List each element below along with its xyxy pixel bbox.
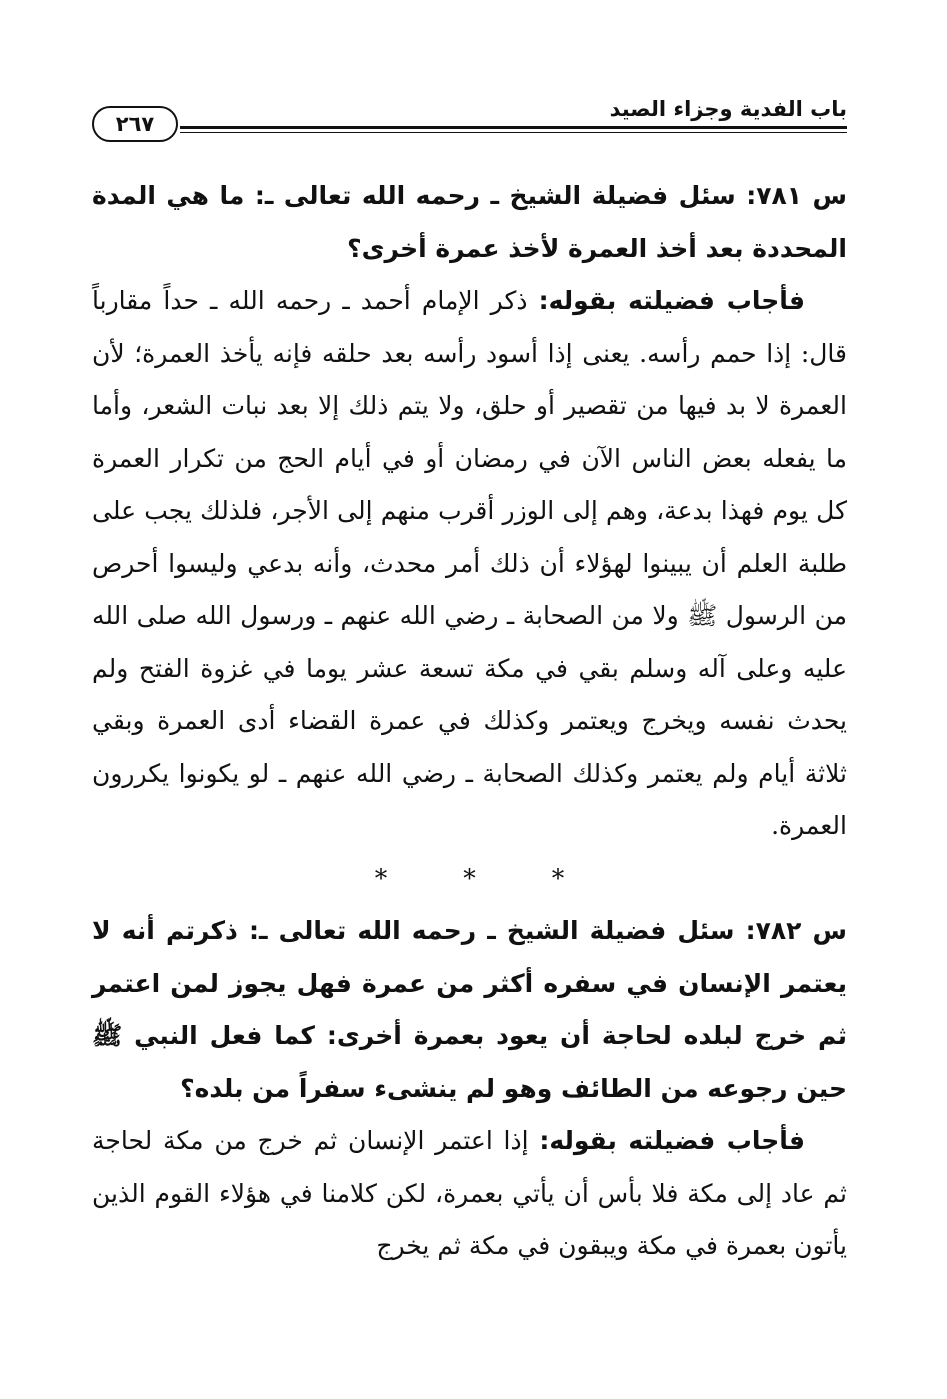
chapter-title: باب الفدية وجزاء الصيد	[609, 97, 847, 121]
section-separator: * * *	[374, 863, 599, 893]
question-text: سئل فضيلة الشيخ ـ رحمه الله تعالى ـ: ما هي المدة المحددة بعد أخذ العمرة لأخذ عمرة أخرى؟	[92, 181, 847, 263]
answer-lead: فأجاب فضيلته بقوله:	[539, 1126, 805, 1155]
question-number: س ٧٨٢:	[745, 916, 847, 945]
answer-lead: فأجاب فضيلته بقوله:	[538, 286, 806, 315]
header-rule-thin	[180, 132, 847, 133]
question-781	[92, 170, 847, 275]
answer-782	[92, 1115, 847, 1273]
page-header	[92, 84, 847, 148]
question-782	[92, 905, 847, 1115]
answer-text: ذكر الإمام أحمد ـ رحمه الله ـ حداً مقارباً قال: إذا حمم رأسه. يعنى إذا أسود رأسه بعد حلقه فإنه يأخذ العمرة؛ لأن العمرة لا بد فيها من تقصير أو حلق، ولا يتم ذلك إلا بعد نبات الشعر، وأما ما يفعله بعض الناس الآن في رمضان أو في أيام الحج من تكرار العمرة كل يوم فهذا بدعة، وهم إلى الوزر أقرب منهم إلى الأجر، فلذلك يجب على طلبة العلم أن يبينوا لهؤلاء أن ذلك أمر محدث، وأنه بدعي وليسوا أحرص من الرسول ﷺ ولا من الصحابة ـ رضي الله عنهم ـ ورسول الله صلى الله عليه وعلى آله وسلم بقي في مكة تسعة عشر يوما في غزوة الفتح ولم يحدث نفسه ويخرج ويعتمر وكذلك في عمرة القضاء أدى العمرة وبقي ثلاثة أيام ولم يعتمر وكذلك الصحابة ـ رضي الله عنهم ـ لو يكونوا يكررون العمرة.	[92, 286, 847, 840]
page-number: ٢٦٧	[92, 106, 178, 142]
question-text: سئل فضيلة الشيخ ـ رحمه الله تعالى ـ: ذكرتم أنه لا يعتمر الإنسان في سفره أكثر من عمرة فهل يجوز لمن اعتمر ثم خرج لبلده لحاجة أن يعود بعمرة أخرى: كما فعل النبي ﷺ حين رجوعه من الطائف وهو لم ينشىء سفراً من بلده؟	[92, 916, 847, 1103]
question-number: س ٧٨١:	[746, 181, 847, 210]
book-page	[92, 84, 847, 1324]
page-body	[92, 170, 847, 1273]
answer-text: إذا اعتمر الإنسان ثم خرج من مكة لحاجة ثم عاد إلى مكة فلا بأس أن يأتي بعمرة، لكن كلامنا في هؤلاء القوم الذين يأتون بعمرة في مكة ويبقون في مكة ثم يخرج	[92, 1126, 847, 1260]
header-rule	[180, 126, 847, 129]
answer-781	[92, 275, 847, 853]
